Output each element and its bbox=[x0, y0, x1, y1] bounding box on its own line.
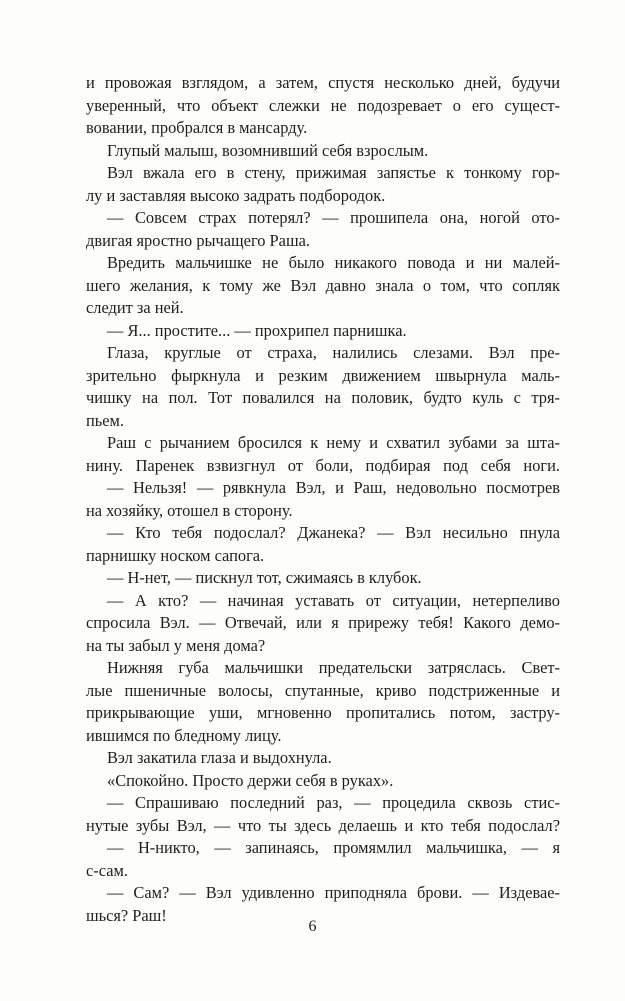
text-line: на хозяйку, отошел в сторону. bbox=[86, 500, 293, 520]
text-line: — Я... простите... — прохрипел парнишка. bbox=[107, 320, 407, 340]
text-line: парнишку носком сапога. bbox=[86, 545, 265, 565]
text-line: «Спокойно. Просто держи себя в руках». bbox=[107, 770, 394, 790]
text-line: вовании, пробрался в мансарду. bbox=[86, 118, 308, 137]
text-line: Вэл закатила глаза и выдохнула. bbox=[107, 748, 332, 767]
text-line: чишку на пол. Тот повалился на половик, будто куль с тря- bbox=[86, 388, 560, 407]
text-line: Нижняя губа мальчишки предательски затряслась. Свет- bbox=[107, 658, 560, 677]
text-line: пьем. bbox=[86, 410, 124, 430]
text-line: лу и заставляя высоко задрать подбородок. bbox=[86, 185, 386, 205]
text-line: ившимся по бледному лицу. bbox=[86, 725, 282, 745]
text-line: Вэл вжала его в стену, прижимая запястье к тонкому гор- bbox=[107, 163, 560, 182]
body-text bbox=[86, 72, 560, 927]
text-line: Глупый малыш, возомнивший себя взрослым. bbox=[107, 140, 429, 160]
page-number: 6 bbox=[308, 918, 317, 935]
text-line: нутые зубы Вэл, — что ты здесь делаешь и кто тебя подослал? bbox=[86, 815, 560, 835]
text-line: — Кто тебя подослал? Джанека? — Вэл несильно пнула bbox=[107, 523, 560, 542]
text-line: — А кто? — начиная уставать от ситуации, нетерпеливо bbox=[107, 590, 560, 610]
text-line: — Н-нет, — пискнул тот, сжимаясь в клубок. bbox=[107, 568, 422, 587]
text-line: следит за ней. bbox=[86, 298, 184, 317]
text-line: — Н-никто, — запинаясь, промямлил мальчишка, — я bbox=[107, 838, 560, 857]
text-line: — Сам? — Вэл удивленно приподняла брови. — Издеваe- bbox=[107, 883, 560, 902]
text-line: спросила Вэл. — Отвечай, или я прирежу тебя! Какого демо- bbox=[86, 613, 560, 632]
text-line: прикрывающие уши, мгновенно пропитались потом, застру- bbox=[86, 703, 560, 722]
text-line: — Спрашиваю последний раз, — процедила сквозь стис- bbox=[107, 793, 560, 812]
text-line: Вредить мальчишке не было никакого повода и ни малей- bbox=[107, 253, 560, 272]
text-line: Глаза, круглые от страха, налились слезами. Вэл пре- bbox=[107, 343, 560, 362]
text-line: — Нельзя! — рявкнула Вэл, и Раш, недовольно посмотрев bbox=[107, 478, 560, 497]
text-line: зрительно фыркнула и резким движением швырнула маль- bbox=[86, 365, 560, 385]
text-line: Раш с рычанием бросился к нему и схватил зубами за шта- bbox=[107, 433, 560, 452]
text-line: шься? Раш! bbox=[86, 905, 167, 925]
text-line: уверенный, что объект слежки не подозревает о его сущест- bbox=[86, 95, 560, 115]
text-line: нину. Паренек взвизгнул от боли, подбирая под себя ноги. bbox=[86, 455, 560, 475]
text-line: двигая яростно рычащего Раша. bbox=[86, 230, 310, 250]
text-line: и провожая взглядом, а затем, спустя несколько дней, будучи bbox=[86, 73, 560, 92]
text-line: лые пшеничные волосы, спутанные, криво подстриженные и bbox=[86, 680, 560, 700]
text-line: с-сам. bbox=[86, 860, 128, 880]
text-line: — Совсем страх потерял? — прошипела она, ногой ото- bbox=[107, 208, 560, 227]
text-line: шего желания, к тому же Вэл давно знала о том, что сопляк bbox=[86, 275, 560, 295]
text-line: на ты забыл у меня дома? bbox=[86, 635, 266, 655]
